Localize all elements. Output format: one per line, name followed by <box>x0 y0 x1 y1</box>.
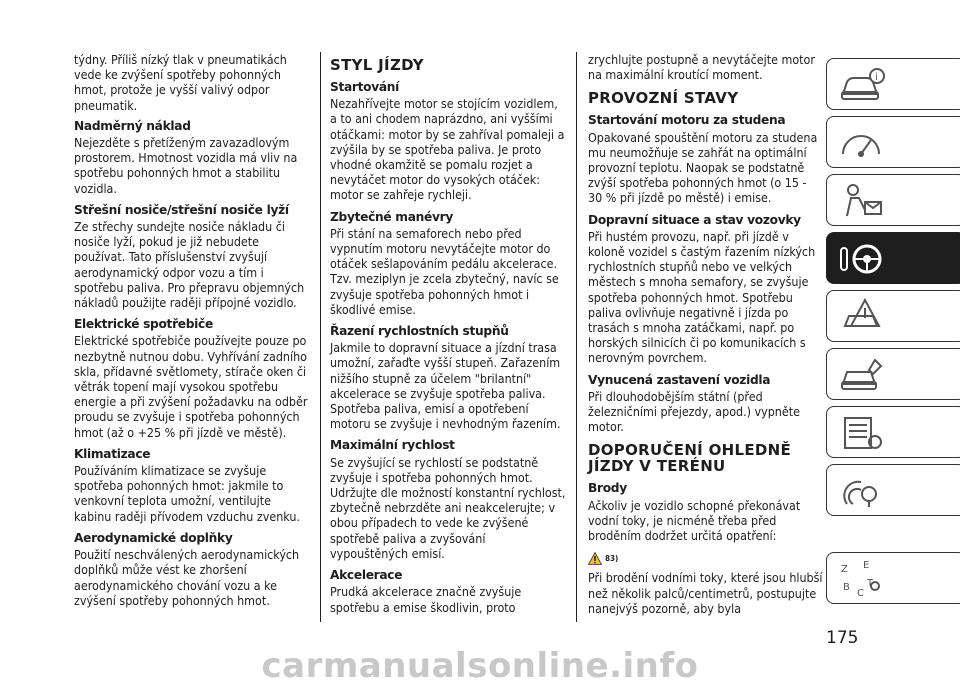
paragraph: Při brodění vodními toky, které jsou hlubší než několik palců/centimetrů, postupujte nanejvýš pozorně, aby byla <box>588 570 823 616</box>
warning-triangle-icon <box>588 552 602 565</box>
svg-text:C: C <box>857 588 864 599</box>
paragraph: Použití neschválených aerodynamických doplňků může vést ke zhoršení aerodynamického chování vozu a ke zvýšení spotřeby pohonných hmot. <box>74 547 300 608</box>
tab-safety[interactable] <box>826 174 960 226</box>
footer-watermark: carmanualsonline.info <box>261 646 699 686</box>
paragraph: Se zvyšující se rychlostí se podstatně zvyšuje i spotřeba pohonných hmot. Udržujte dle možností konstantní rychlost, zbytečně nebrzděte ani neakcelerujte; v obou případech to vede ke zvýšené spotřebě paliva a zvyšování vypouštěných emisí. <box>330 454 566 561</box>
safety-airbag-icon <box>837 180 887 222</box>
tab-dashboard[interactable] <box>826 116 960 168</box>
svg-text:B: B <box>843 582 850 593</box>
subheading: Vynucená zastavení vozidla <box>588 372 771 387</box>
paragraph: týdny. Příliš nízký tlak v pneumatikách vede ke zvýšení spotřeby pohonných hmot, protože je vyšší valivý odpor pneumatik. <box>74 52 287 113</box>
paragraph: Nejezděte s přetíženým zavazadlovým prostorem. Hmotnost vozidla má vliv na spotřebu pohonných hmot a stabilitu vozidla. <box>74 135 298 196</box>
text-column-3 <box>588 52 824 622</box>
subheading: Klimatizace <box>74 446 151 461</box>
section-title: STYL JÍZDY <box>330 56 424 74</box>
svg-text:i: i <box>875 72 878 83</box>
section-title: DOPORUČENÍ OHLEDNĚ JÍZDY V TERÉNU <box>588 441 792 476</box>
dashboard-gauge-icon <box>837 122 887 164</box>
paragraph: Ze střechy sundejte nosiče nákladu či nosiče lyží, pokud je již nebudete používat. Tato příslušenství zvyšují aerodynamický odpor vozu a tím i spotřebu paliva. Pro přepravu objemných nákladů použijte raději přípojné vozidlo. <box>74 219 305 311</box>
tab-index[interactable] <box>826 552 960 604</box>
warning-reference <box>588 551 618 566</box>
multimedia-satellite-icon <box>837 470 887 512</box>
text-column-2 <box>330 52 566 621</box>
alphabetical-index-icon <box>837 558 887 600</box>
column-divider <box>576 52 577 622</box>
column-divider <box>320 52 321 622</box>
tab-multimedia[interactable] <box>826 464 960 516</box>
subheading: Maximální rychlost <box>330 438 455 453</box>
paragraph: Elektrické spotřebiče používejte pouze po nezbytně nutnou dobu. Vyhřívání zadního skla, přídavné světlomety, stírače oken či větrák topení mají vysokou spotřebu energie a při zvýšení požadavku na odběr proudu se zvyšuje i spotřeba pohonných hmot (až o +25 % při jízdě ve městě). <box>74 333 308 440</box>
svg-text:E: E <box>863 560 870 571</box>
subheading: Řazení rychlostních stupňů <box>330 324 509 339</box>
warning-ref-number: 83) <box>605 554 619 564</box>
tab-car-info[interactable] <box>826 58 960 110</box>
subheading: Startování motoru za studena <box>588 113 786 128</box>
page-number: 175 <box>826 628 859 648</box>
tab-emergency[interactable] <box>826 290 960 342</box>
subheading: Startování <box>330 80 400 94</box>
tab-starting-driving[interactable] <box>826 232 960 284</box>
subheading: Brody <box>588 481 627 496</box>
svg-text:T: T <box>867 578 874 589</box>
paragraph: Nezahřívejte motor se stojícím vozidlem, a to ani chodem naprázdno, ani vyššími otáčkami: motor by se zahříval pomaleji a zvýšila by se spotřeba paliva. Je proto vhodné okamžitě se pomalu rozjet a nevytáčet motor do vysokých otáček: motor se zahřeje rychleji. <box>330 96 565 203</box>
text-column-1 <box>74 52 310 614</box>
specifications-list-icon <box>837 412 887 454</box>
paragraph: Prudká akcelerace značně zvyšuje spotřebu a emise škodlivin, proto <box>330 584 522 615</box>
maintenance-car-icon <box>837 354 887 396</box>
paragraph: Používáním klimatizace se zvyšuje spotřeba pohonných hmot: jakmile to venkovní teplota umožní, ventilujte kabinu raději přívodem vzduchu zvenku. <box>74 463 300 524</box>
section-title: PROVOZNÍ STAVY <box>588 89 739 108</box>
paragraph: Při stání na semaforech nebo před vypnutím motoru nevytáčejte motor do otáček sešlapováním pedálu akcelerace. Tzv. meziplyn je zcela zbytečný, navíc se zvyšuje spotřeba pohonných hmot i škodlivé emise. <box>330 225 559 317</box>
subheading: Elektrické spotřebiče <box>74 317 213 332</box>
subheading: Nadměrný náklad <box>74 118 191 133</box>
tab-specifications[interactable] <box>826 406 960 458</box>
subheading: Aerodynamické doplňky <box>74 530 233 545</box>
paragraph: Jakmile to dopravní situace a jízdní trasa umožní, zařaďte vyšší stupeň. Zařazením nižšího stupně za účelem "brilantní" akcelerace se zvyšuje spotřeba paliva. Spotřeba paliva, emisí a opotřebení motoru se zvyšuje i nevhodným řazením. <box>330 340 561 432</box>
tab-maintenance[interactable] <box>826 348 960 400</box>
subheading: Střešní nosiče/střešní nosiče lyží <box>74 202 289 217</box>
paragraph: Opakované spouštění motoru za studena mu neumožňuje se zahřát na optimální provozní teplotu. Naopak se podstatně zvýší spotřeba pohonných hmot (o 15 - 30 % při jízdě po městě) i emise. <box>588 129 818 206</box>
subheading: Zbytečné manévry <box>330 209 453 224</box>
paragraph: Při hustém provozu, např. při jízdě v koloně vozidel s častým řazením nízkých rychlostních stupňů nebo ve velkých městech s mnoha semafory, se zvyšuje spotřeba pohonných hmot. Spotřebu paliva ovlivňuje negativně i jízda po trasách s mnoha zatáčkami, např. po horských silnicích či po komunikacích s nerovným povrchem. <box>588 228 816 366</box>
key-steering-wheel-icon <box>837 238 887 280</box>
warning-triangle-car-icon <box>837 296 887 338</box>
car-info-icon <box>837 64 887 106</box>
paragraph: Ačkoliv je vozidlo schopné překonávat vodní toky, je nicméně třeba před broděním dodržet určitá opatření: <box>588 497 801 544</box>
paragraph: zrychlujte postupně a nevytáčejte motor na maximální kroutící moment. <box>588 52 815 83</box>
subheading: Akcelerace <box>330 568 403 583</box>
subheading: Dopravní situace a stav vozovky <box>588 212 801 227</box>
paragraph: Při dlouhodobějším státní (před železničními přejezdy, apod.) vypněte motor. <box>588 388 800 435</box>
svg-text:Z: Z <box>841 564 848 575</box>
